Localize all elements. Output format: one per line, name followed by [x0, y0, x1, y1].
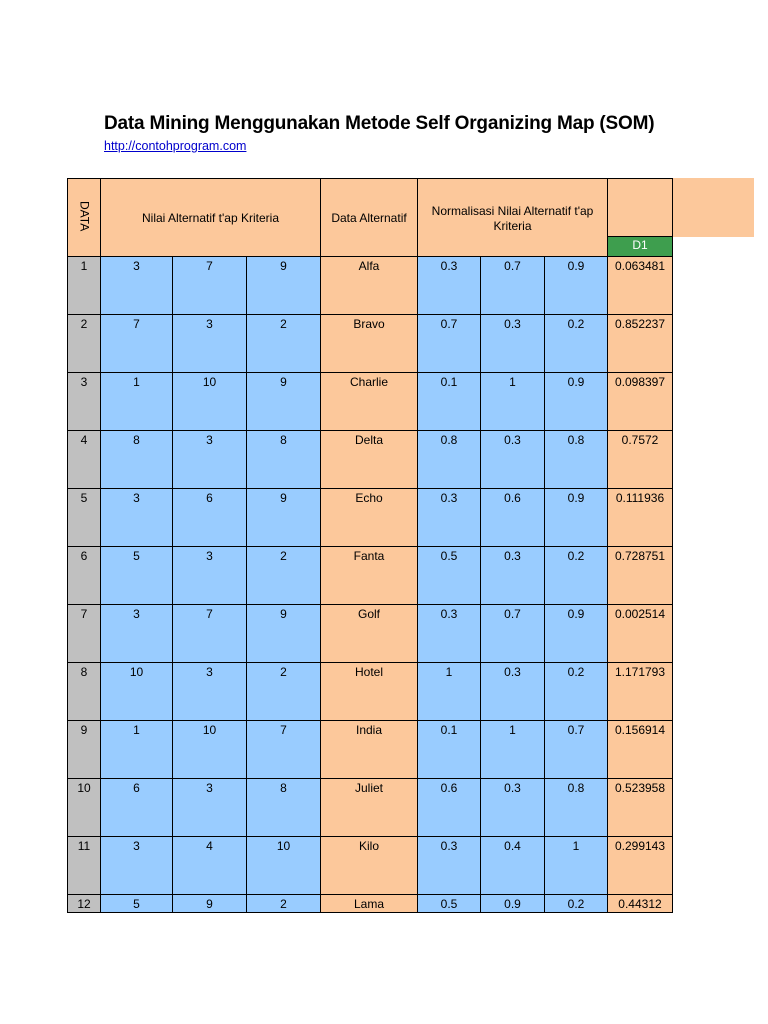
alternatif-name-cell: Lama — [321, 895, 418, 913]
normalisasi-1-cell: 0.1 — [418, 721, 481, 779]
header-normalisasi: Normalisasi Nilai Alternatif t'ap Kriteria — [418, 179, 608, 257]
row-number: 1 — [68, 257, 101, 315]
kriteria-1-cell: 1 — [101, 373, 173, 431]
normalisasi-2-cell: 1 — [481, 721, 545, 779]
kriteria-1-cell: 8 — [101, 431, 173, 489]
normalisasi-1-cell: 0.6 — [418, 779, 481, 837]
kriteria-3-cell: 2 — [247, 895, 321, 913]
header-extension-cell — [672, 178, 754, 237]
header-data: DATA — [68, 179, 101, 257]
normalisasi-2-cell: 0.3 — [481, 315, 545, 373]
kriteria-3-cell: 9 — [247, 257, 321, 315]
normalisasi-3-cell: 0.2 — [545, 315, 608, 373]
alternatif-name-cell: Fanta — [321, 547, 418, 605]
kriteria-2-cell: 3 — [173, 779, 247, 837]
row-number: 10 — [68, 779, 101, 837]
d1-value-cell: 0.063481 — [608, 257, 673, 315]
som-data-table — [67, 178, 673, 913]
header-nilai-alternatif: Nilai Alternatif t'ap Kriteria — [101, 179, 321, 257]
kriteria-1-cell: 1 — [101, 721, 173, 779]
normalisasi-3-cell: 0.9 — [545, 605, 608, 663]
d1-value-cell: 1.171793 — [608, 663, 673, 721]
normalisasi-2-cell: 0.3 — [481, 547, 545, 605]
alternatif-name-cell: Hotel — [321, 663, 418, 721]
normalisasi-3-cell: 0.2 — [545, 895, 608, 913]
kriteria-3-cell: 9 — [247, 373, 321, 431]
table-row — [68, 663, 673, 721]
row-number: 7 — [68, 605, 101, 663]
table-row — [68, 373, 673, 431]
d1-value-cell: 0.299143 — [608, 837, 673, 895]
kriteria-3-cell: 2 — [247, 663, 321, 721]
normalisasi-2-cell: 0.7 — [481, 257, 545, 315]
table-row — [68, 547, 673, 605]
kriteria-2-cell: 10 — [173, 721, 247, 779]
normalisasi-3-cell: 1 — [545, 837, 608, 895]
row-number: 5 — [68, 489, 101, 547]
normalisasi-3-cell: 0.9 — [545, 257, 608, 315]
header-data-alternatif: Data Alternatif — [321, 179, 418, 257]
normalisasi-3-cell: 0.7 — [545, 721, 608, 779]
d1-value-cell: 0.523958 — [608, 779, 673, 837]
alternatif-name-cell: India — [321, 721, 418, 779]
kriteria-2-cell: 4 — [173, 837, 247, 895]
kriteria-2-cell: 3 — [173, 547, 247, 605]
kriteria-1-cell: 3 — [101, 489, 173, 547]
alternatif-name-cell: Kilo — [321, 837, 418, 895]
alternatif-name-cell: Bravo — [321, 315, 418, 373]
normalisasi-1-cell: 0.3 — [418, 605, 481, 663]
table-row — [68, 431, 673, 489]
d1-value-cell: 0.156914 — [608, 721, 673, 779]
header-d1: D1 — [608, 237, 673, 257]
kriteria-2-cell: 7 — [173, 605, 247, 663]
alternatif-name-cell: Juliet — [321, 779, 418, 837]
kriteria-3-cell: 7 — [247, 721, 321, 779]
kriteria-1-cell: 7 — [101, 315, 173, 373]
kriteria-3-cell: 10 — [247, 837, 321, 895]
normalisasi-1-cell: 0.8 — [418, 431, 481, 489]
normalisasi-2-cell: 0.3 — [481, 663, 545, 721]
kriteria-3-cell: 8 — [247, 431, 321, 489]
kriteria-2-cell: 3 — [173, 315, 247, 373]
d1-value-cell: 0.7572 — [608, 431, 673, 489]
normalisasi-3-cell: 0.8 — [545, 431, 608, 489]
row-number: 4 — [68, 431, 101, 489]
kriteria-3-cell: 2 — [247, 547, 321, 605]
normalisasi-1-cell: 0.5 — [418, 547, 481, 605]
alternatif-name-cell: Delta — [321, 431, 418, 489]
kriteria-3-cell: 8 — [247, 779, 321, 837]
normalisasi-3-cell: 0.2 — [545, 547, 608, 605]
normalisasi-1-cell: 0.7 — [418, 315, 481, 373]
row-number: 9 — [68, 721, 101, 779]
alternatif-name-cell: Echo — [321, 489, 418, 547]
row-number: 12 — [68, 895, 101, 913]
row-number: 3 — [68, 373, 101, 431]
table-row — [68, 257, 673, 315]
alternatif-name-cell: Charlie — [321, 373, 418, 431]
page-title: Data Mining Menggunakan Metode Self Organizing Map (SOM) — [104, 113, 655, 134]
header-d1-top — [608, 179, 673, 237]
normalisasi-3-cell: 0.2 — [545, 663, 608, 721]
alternatif-name-cell: Alfa — [321, 257, 418, 315]
normalisasi-1-cell: 0.3 — [418, 489, 481, 547]
normalisasi-1-cell: 0.3 — [418, 257, 481, 315]
kriteria-1-cell: 5 — [101, 895, 173, 913]
kriteria-1-cell: 5 — [101, 547, 173, 605]
normalisasi-2-cell: 1 — [481, 373, 545, 431]
kriteria-2-cell: 9 — [173, 895, 247, 913]
kriteria-1-cell: 3 — [101, 605, 173, 663]
normalisasi-1-cell: 0.5 — [418, 895, 481, 913]
kriteria-2-cell: 3 — [173, 663, 247, 721]
normalisasi-2-cell: 0.3 — [481, 431, 545, 489]
d1-value-cell: 0.111936 — [608, 489, 673, 547]
table-row — [68, 315, 673, 373]
header-row — [68, 179, 673, 237]
row-number: 11 — [68, 837, 101, 895]
normalisasi-2-cell: 0.4 — [481, 837, 545, 895]
kriteria-3-cell: 2 — [247, 315, 321, 373]
d1-value-cell: 0.852237 — [608, 315, 673, 373]
normalisasi-1-cell: 0.3 — [418, 837, 481, 895]
table-row — [68, 721, 673, 779]
kriteria-2-cell: 3 — [173, 431, 247, 489]
kriteria-3-cell: 9 — [247, 605, 321, 663]
table-row — [68, 895, 673, 913]
website-link[interactable]: http://contohprogram.com — [104, 139, 247, 153]
table-row — [68, 605, 673, 663]
table-row — [68, 489, 673, 547]
kriteria-1-cell: 3 — [101, 257, 173, 315]
normalisasi-2-cell: 0.3 — [481, 779, 545, 837]
kriteria-1-cell: 3 — [101, 837, 173, 895]
table-row — [68, 779, 673, 837]
kriteria-2-cell: 7 — [173, 257, 247, 315]
d1-value-cell: 0.44312 — [608, 895, 673, 913]
row-number: 2 — [68, 315, 101, 373]
kriteria-1-cell: 10 — [101, 663, 173, 721]
d1-value-cell: 0.002514 — [608, 605, 673, 663]
normalisasi-3-cell: 0.9 — [545, 373, 608, 431]
kriteria-3-cell: 9 — [247, 489, 321, 547]
normalisasi-1-cell: 0.1 — [418, 373, 481, 431]
d1-value-cell: 0.098397 — [608, 373, 673, 431]
normalisasi-3-cell: 0.8 — [545, 779, 608, 837]
normalisasi-3-cell: 0.9 — [545, 489, 608, 547]
kriteria-2-cell: 6 — [173, 489, 247, 547]
normalisasi-2-cell: 0.7 — [481, 605, 545, 663]
d1-value-cell: 0.728751 — [608, 547, 673, 605]
normalisasi-2-cell: 0.9 — [481, 895, 545, 913]
table-row — [68, 837, 673, 895]
kriteria-2-cell: 10 — [173, 373, 247, 431]
kriteria-1-cell: 6 — [101, 779, 173, 837]
row-number: 6 — [68, 547, 101, 605]
normalisasi-2-cell: 0.6 — [481, 489, 545, 547]
row-number: 8 — [68, 663, 101, 721]
normalisasi-1-cell: 1 — [418, 663, 481, 721]
alternatif-name-cell: Golf — [321, 605, 418, 663]
